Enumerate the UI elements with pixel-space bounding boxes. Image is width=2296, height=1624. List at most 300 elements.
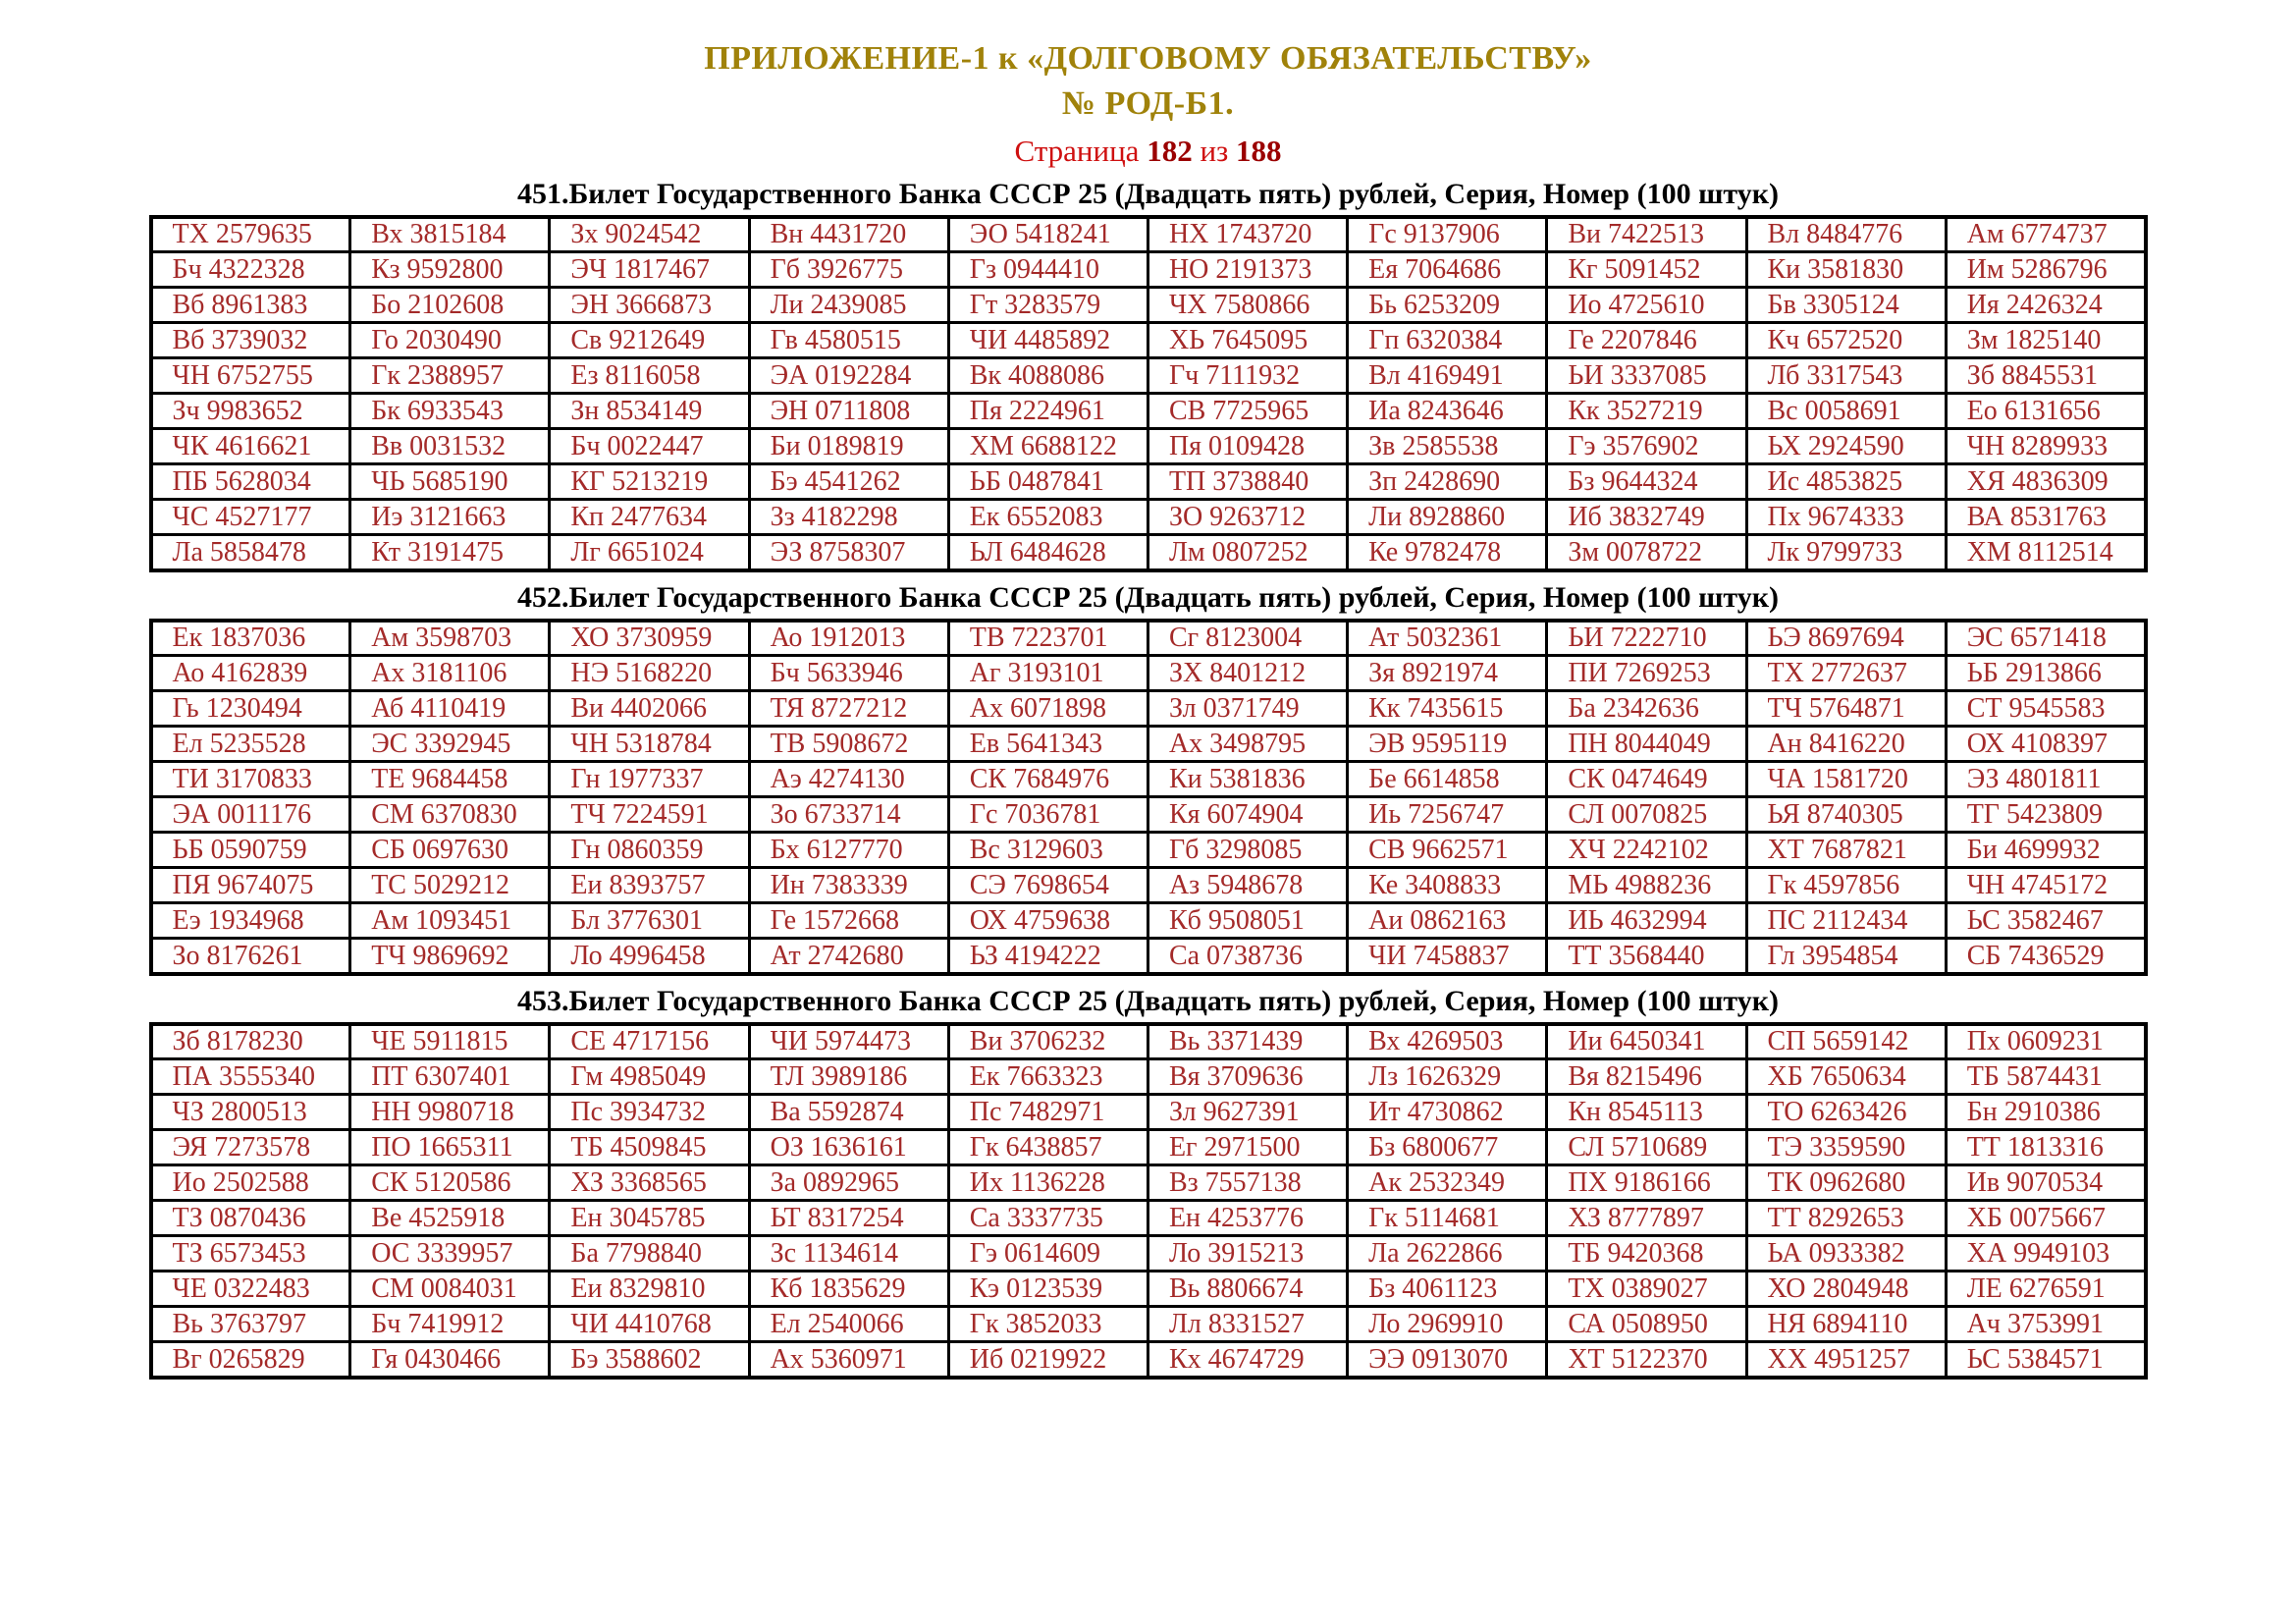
serial-cell: Вь 3763797	[151, 1307, 350, 1342]
section-heading-452: 452.Билет Государственного Банка СССР 25 (Двадцать пять) рублей, Серия, Номер (100 штук)	[516, 580, 1780, 614]
serial-cell: ХБ 7650634	[1746, 1059, 1946, 1095]
serial-cell: ЬБ 0590759	[151, 833, 350, 868]
serial-cell: СЕ 4717156	[550, 1024, 749, 1059]
serial-cell: Пя 0109428	[1148, 429, 1347, 464]
serial-cell: ТЯ 8727212	[749, 691, 948, 727]
serial-cell: Кч 6572520	[1746, 323, 1946, 358]
serial-cell: Ба 7798840	[550, 1236, 749, 1272]
serial-cell: ЬС 3582467	[1946, 903, 2145, 939]
serial-cell: Вх 4269503	[1348, 1024, 1547, 1059]
serial-cell: ЧХ 7580866	[1148, 288, 1347, 323]
serial-cell: Еи 8329810	[550, 1272, 749, 1307]
serial-cell: Ев 5641343	[948, 727, 1148, 762]
serial-cell: Вб 8961383	[151, 288, 350, 323]
serial-cell: Гм 4985049	[550, 1059, 749, 1095]
serial-cell: Ве 4525918	[350, 1201, 550, 1236]
serial-cell: Гч 7111932	[1148, 358, 1347, 394]
serial-cell: СК 0474649	[1547, 762, 1746, 797]
serial-cell: Ег 2971500	[1148, 1130, 1347, 1165]
serial-cell: ТХ 0389027	[1547, 1272, 1746, 1307]
serial-cell: Ва 5592874	[749, 1095, 948, 1130]
serial-cell: Са 0738736	[1148, 939, 1347, 974]
serial-cell: ЬХ 2924590	[1746, 429, 1946, 464]
serial-cell: Ео 6131656	[1946, 394, 2145, 429]
serial-cell: Ит 4730862	[1348, 1095, 1547, 1130]
serial-cell: Бэ 3588602	[550, 1342, 749, 1378]
serial-cell: СБ 7436529	[1946, 939, 2145, 974]
serial-cell: Ио 2502588	[151, 1165, 350, 1201]
serial-cell: НО 2191373	[1148, 252, 1347, 288]
serial-cell: Вя 8215496	[1547, 1059, 1746, 1095]
serial-cell: СВ 9662571	[1348, 833, 1547, 868]
serial-cell: Ин 7383339	[749, 868, 948, 903]
serial-cell: ЬС 5384571	[1946, 1342, 2145, 1378]
serial-cell: Ке 9782478	[1348, 535, 1547, 570]
serial-cell: ЭЧ 1817467	[550, 252, 749, 288]
serial-cell: Зп 2428690	[1348, 464, 1547, 500]
serial-cell: ЧЕ 5911815	[350, 1024, 550, 1059]
serial-cell: Аг 3193101	[948, 656, 1148, 691]
serial-cell: Бз 6800677	[1348, 1130, 1547, 1165]
serial-cell: ЛЕ 6276591	[1946, 1272, 2145, 1307]
serial-cell: ПХ 9186166	[1547, 1165, 1746, 1201]
serial-cell: ЧК 4616621	[151, 429, 350, 464]
serial-cell: Ан 8416220	[1746, 727, 1946, 762]
serial-cell: Пс 3934732	[550, 1095, 749, 1130]
serial-cell: ЧИ 7458837	[1348, 939, 1547, 974]
serial-cell: Ек 6552083	[948, 500, 1148, 535]
serial-cell: Вх 3815184	[350, 217, 550, 252]
serial-cell: ПА 3555340	[151, 1059, 350, 1095]
serial-cell: НН 9980718	[350, 1095, 550, 1130]
serial-cell: Кг 5091452	[1547, 252, 1746, 288]
serial-cell: ЭН 3666873	[550, 288, 749, 323]
serial-cell: Зо 8176261	[151, 939, 350, 974]
serial-cell: Пс 7482971	[948, 1095, 1148, 1130]
serial-cell: Кх 4674729	[1148, 1342, 1347, 1378]
serial-cell: ПЯ 9674075	[151, 868, 350, 903]
serial-cell: Ам 1093451	[350, 903, 550, 939]
serial-cell: Лз 1626329	[1348, 1059, 1547, 1095]
serial-cell: СА 0508950	[1547, 1307, 1746, 1342]
serial-cell: ЗХ 8401212	[1148, 656, 1347, 691]
serial-cell: Вв 0031532	[350, 429, 550, 464]
serial-cell: ЧН 8289933	[1946, 429, 2145, 464]
serial-cell: Аэ 4274130	[749, 762, 948, 797]
serial-cell: ОХ 4108397	[1946, 727, 2145, 762]
serial-cell: Бч 4322328	[151, 252, 350, 288]
serial-cell: ЧН 4745172	[1946, 868, 2145, 903]
serial-cell: ТК 0962680	[1746, 1165, 1946, 1201]
serial-cell: Вк 4088086	[948, 358, 1148, 394]
serial-cell: Св 9212649	[550, 323, 749, 358]
table-row	[151, 903, 2146, 939]
serial-cell: Вь 8806674	[1148, 1272, 1347, 1307]
serial-cell: Ки 3581830	[1746, 252, 1946, 288]
serial-cell: Ия 2426324	[1946, 288, 2145, 323]
serial-cell: Гс 9137906	[1348, 217, 1547, 252]
serial-cell: КГ 5213219	[550, 464, 749, 500]
table-row	[151, 394, 2146, 429]
serial-cell: ЬА 0933382	[1746, 1236, 1946, 1272]
section-451	[0, 178, 2296, 572]
serial-cell: Аи 0862163	[1348, 903, 1547, 939]
table-row	[151, 833, 2146, 868]
serial-cell: СП 5659142	[1746, 1024, 1946, 1059]
serial-cell: НЯ 6894110	[1746, 1307, 1946, 1342]
serial-cell: ПС 2112434	[1746, 903, 1946, 939]
serial-cell: ТП 3738840	[1148, 464, 1347, 500]
serial-cell: Бь 6253209	[1348, 288, 1547, 323]
serial-cell: Аб 4110419	[350, 691, 550, 727]
serial-cell: Ен 3045785	[550, 1201, 749, 1236]
serial-cell: Ио 4725610	[1547, 288, 1746, 323]
serial-cell: ЭЯ 7273578	[151, 1130, 350, 1165]
table-row	[151, 1201, 2146, 1236]
serial-cell: Зч 9983652	[151, 394, 350, 429]
serial-cell: Бн 2910386	[1946, 1095, 2145, 1130]
serial-cell: ЭЗ 8758307	[749, 535, 948, 570]
serial-cell: Гк 5114681	[1348, 1201, 1547, 1236]
serial-cell: Зб 8845531	[1946, 358, 2145, 394]
serial-cell: Кп 2477634	[550, 500, 749, 535]
serial-cell: Кк 7435615	[1348, 691, 1547, 727]
table-row	[151, 762, 2146, 797]
serial-cell: ТТ 8292653	[1746, 1201, 1946, 1236]
serial-cell: Ли 2439085	[749, 288, 948, 323]
serial-cell: Ек 1837036	[151, 621, 350, 656]
serial-cell: Ел 5235528	[151, 727, 350, 762]
serial-cell: Ис 4853825	[1746, 464, 1946, 500]
serial-cell: Кя 6074904	[1148, 797, 1347, 833]
page-indicator	[0, 134, 2296, 169]
table-row	[151, 1130, 2146, 1165]
table-row	[151, 1095, 2146, 1130]
serial-cell: Иб 3832749	[1547, 500, 1746, 535]
serial-cell: Бв 3305124	[1746, 288, 1946, 323]
serial-cell: Вс 0058691	[1746, 394, 1946, 429]
serial-cell: Бл 3776301	[550, 903, 749, 939]
table-row	[151, 1236, 2146, 1272]
serial-cell: Лг 6651024	[550, 535, 749, 570]
serial-cell: ПН 8044049	[1547, 727, 1746, 762]
serial-cell: ТЛ 3989186	[749, 1059, 948, 1095]
serial-cell: Го 2030490	[350, 323, 550, 358]
serial-cell: ЗО 9263712	[1148, 500, 1347, 535]
serial-cell: Иэ 3121663	[350, 500, 550, 535]
serial-cell: Гл 3954854	[1746, 939, 1946, 974]
table-row	[151, 1059, 2146, 1095]
serial-cell: ЧЕ 0322483	[151, 1272, 350, 1307]
table-row	[151, 868, 2146, 903]
serial-cell: ХМ 8112514	[1946, 535, 2145, 570]
serial-cell: Им 5286796	[1946, 252, 2145, 288]
serial-cell: ХО 2804948	[1746, 1272, 1946, 1307]
serial-cell: Вз 7557138	[1148, 1165, 1347, 1201]
serial-cell: Бо 2102608	[350, 288, 550, 323]
serial-cell: Зв 2585538	[1348, 429, 1547, 464]
serial-cell: ЬИ 3337085	[1547, 358, 1746, 394]
serial-cell: Вь 3371439	[1148, 1024, 1347, 1059]
serial-cell: СМ 0084031	[350, 1272, 550, 1307]
page-indicator-of: из	[1200, 134, 1229, 169]
serial-cell: ХЗ 8777897	[1547, 1201, 1746, 1236]
serial-cell: СК 5120586	[350, 1165, 550, 1201]
serial-cell: ТБ 5874431	[1946, 1059, 2145, 1095]
serial-cell: ПО 1665311	[350, 1130, 550, 1165]
serial-cell: ЬЗ 4194222	[948, 939, 1148, 974]
serial-cell: Ии 6450341	[1547, 1024, 1746, 1059]
serial-cell: ХА 9949103	[1946, 1236, 2145, 1272]
table-row	[151, 939, 2146, 974]
serial-cell: Ея 7064686	[1348, 252, 1547, 288]
serial-cell: ТХ 2579635	[151, 217, 350, 252]
serial-cell: ХТ 5122370	[1547, 1342, 1746, 1378]
serial-cell: Ен 4253776	[1148, 1201, 1347, 1236]
serial-cell: Ба 2342636	[1547, 691, 1746, 727]
serial-cell: ЧЬ 5685190	[350, 464, 550, 500]
serial-cell: Ви 4402066	[550, 691, 749, 727]
serial-cell: ЧИ 5974473	[749, 1024, 948, 1059]
serial-cell: НХ 1743720	[1148, 217, 1347, 252]
serial-cell: Ах 6071898	[948, 691, 1148, 727]
serial-cell: Кб 1835629	[749, 1272, 948, 1307]
serial-cell: Бч 7419912	[350, 1307, 550, 1342]
doc-title-line2: № РОД-Б1.	[1061, 85, 1235, 123]
serial-cell: ЭА 0011176	[151, 797, 350, 833]
serial-cell: Зн 8534149	[550, 394, 749, 429]
serial-cell: Гп 6320384	[1348, 323, 1547, 358]
serial-cell: Ах 3498795	[1148, 727, 1347, 762]
serial-cell: ЬИ 7222710	[1547, 621, 1746, 656]
serial-cell: ЬТ 8317254	[749, 1201, 948, 1236]
serial-cell: ЧА 1581720	[1746, 762, 1946, 797]
serial-cell: Кэ 0123539	[948, 1272, 1148, 1307]
serial-cell: ТЗ 6573453	[151, 1236, 350, 1272]
serial-cell: Ви 7422513	[1547, 217, 1746, 252]
table-row	[151, 656, 2146, 691]
serial-cell: Зм 0078722	[1547, 535, 1746, 570]
serial-table-452	[149, 619, 2148, 976]
serial-cell: Еэ 1934968	[151, 903, 350, 939]
serial-cell: Ач 3753991	[1946, 1307, 2145, 1342]
serial-cell: Са 3337735	[948, 1201, 1148, 1236]
serial-cell: ТС 5029212	[350, 868, 550, 903]
serial-cell: ОХ 4759638	[948, 903, 1148, 939]
serial-cell: ХО 3730959	[550, 621, 749, 656]
serial-cell: Ам 3598703	[350, 621, 550, 656]
serial-cell: Би 0189819	[749, 429, 948, 464]
serial-cell: СЭ 7698654	[948, 868, 1148, 903]
serial-cell: Сг 8123004	[1148, 621, 1347, 656]
serial-cell: ЭС 6571418	[1946, 621, 2145, 656]
section-heading-451: 451.Билет Государственного Банка СССР 25 (Двадцать пять) рублей, Серия, Номер (100 штук)	[516, 177, 1780, 210]
table-row	[151, 621, 2146, 656]
serial-cell: Лб 3317543	[1746, 358, 1946, 394]
serial-cell: ЬЯ 8740305	[1746, 797, 1946, 833]
serial-cell: Зя 8921974	[1348, 656, 1547, 691]
serial-cell: Бэ 4541262	[749, 464, 948, 500]
serial-cell: ТТ 3568440	[1547, 939, 1746, 974]
serial-cell: Гн 0860359	[550, 833, 749, 868]
serial-cell: Ез 8116058	[550, 358, 749, 394]
serial-cell: Аз 5948678	[1148, 868, 1347, 903]
serial-cell: Гэ 3576902	[1547, 429, 1746, 464]
serial-cell: Гк 4597856	[1746, 868, 1946, 903]
section-heading-453: 453.Билет Государственного Банка СССР 25 (Двадцать пять) рублей, Серия, Номер (100 штук)	[516, 984, 1780, 1017]
page-indicator-prefix: Страница	[1014, 134, 1140, 169]
serial-cell: ХМ 6688122	[948, 429, 1148, 464]
serial-cell: ХЗ 3368565	[550, 1165, 749, 1201]
serial-cell: ЭН 0711808	[749, 394, 948, 429]
serial-cell: ТИ 3170833	[151, 762, 350, 797]
serial-cell: ТБ 4509845	[550, 1130, 749, 1165]
serial-cell: Гт 3283579	[948, 288, 1148, 323]
serial-cell: ТО 6263426	[1746, 1095, 1946, 1130]
serial-cell: Вс 3129603	[948, 833, 1148, 868]
serial-cell: Иб 0219922	[948, 1342, 1148, 1378]
serial-cell: ТВ 5908672	[749, 727, 948, 762]
serial-cell: ТЗ 0870436	[151, 1201, 350, 1236]
serial-cell: Ки 5381836	[1148, 762, 1347, 797]
serial-cell: ЭО 5418241	[948, 217, 1148, 252]
page-current-number: 182	[1147, 134, 1193, 169]
serial-cell: Ек 7663323	[948, 1059, 1148, 1095]
serial-cell: Зо 6733714	[749, 797, 948, 833]
serial-cell: Зл 0371749	[1148, 691, 1347, 727]
serial-cell: СЛ 5710689	[1547, 1130, 1746, 1165]
serial-cell: СТ 9545583	[1946, 691, 2145, 727]
serial-cell: ХХ 4951257	[1746, 1342, 1946, 1378]
serial-cell: Гн 1977337	[550, 762, 749, 797]
serial-cell: Лм 0807252	[1148, 535, 1347, 570]
serial-cell: Ао 4162839	[151, 656, 350, 691]
serial-table-453	[149, 1022, 2148, 1380]
serial-cell: Бк 6933543	[350, 394, 550, 429]
serial-cell: ТХ 2772637	[1746, 656, 1946, 691]
serial-cell: СЛ 0070825	[1547, 797, 1746, 833]
serial-cell: Кн 8545113	[1547, 1095, 1746, 1130]
serial-cell: Гя 0430466	[350, 1342, 550, 1378]
table-row	[151, 464, 2146, 500]
serial-cell: ТЭ 3359590	[1746, 1130, 1946, 1165]
serial-cell: ТВ 7223701	[948, 621, 1148, 656]
serial-cell: ЧЗ 2800513	[151, 1095, 350, 1130]
serial-cell: Лк 9799733	[1746, 535, 1946, 570]
serial-cell: Иа 8243646	[1348, 394, 1547, 429]
serial-cell: Ао 1912013	[749, 621, 948, 656]
serial-cell: Вб 3739032	[151, 323, 350, 358]
serial-cell: Зб 8178230	[151, 1024, 350, 1059]
serial-cell: Бч 5633946	[749, 656, 948, 691]
serial-cell: Кз 9592800	[350, 252, 550, 288]
serial-cell: Гб 3298085	[1148, 833, 1347, 868]
serial-cell: Ло 4996458	[550, 939, 749, 974]
table-row	[151, 358, 2146, 394]
serial-cell: Бз 9644324	[1547, 464, 1746, 500]
serial-cell: ЭВ 9595119	[1348, 727, 1547, 762]
serial-cell: ХБ 0075667	[1946, 1201, 2145, 1236]
serial-cell: Бх 6127770	[749, 833, 948, 868]
serial-cell: Ге 2207846	[1547, 323, 1746, 358]
serial-cell: Вя 3709636	[1148, 1059, 1347, 1095]
serial-cell: ИЬ 4632994	[1547, 903, 1746, 939]
serial-cell: Кб 9508051	[1148, 903, 1347, 939]
section-452	[0, 581, 2296, 976]
serial-cell: ХЬ 7645095	[1148, 323, 1347, 358]
serial-cell: Вл 4169491	[1348, 358, 1547, 394]
serial-cell: ПТ 6307401	[350, 1059, 550, 1095]
serial-cell: Кт 3191475	[350, 535, 550, 570]
serial-cell: СМ 6370830	[350, 797, 550, 833]
serial-cell: Гб 3926775	[749, 252, 948, 288]
serial-cell: ЬЛ 6484628	[948, 535, 1148, 570]
serial-cell: ЬБ 0487841	[948, 464, 1148, 500]
serial-cell: ТЕ 9684458	[350, 762, 550, 797]
serial-cell: ЭЗ 4801811	[1946, 762, 2145, 797]
serial-cell: Гь 1230494	[151, 691, 350, 727]
serial-cell: Ат 2742680	[749, 939, 948, 974]
table-row	[151, 797, 2146, 833]
table-row	[151, 217, 2146, 252]
serial-cell: ОЗ 1636161	[749, 1130, 948, 1165]
serial-cell: Ах 3181106	[350, 656, 550, 691]
table-row	[151, 323, 2146, 358]
serial-cell: Ге 1572668	[749, 903, 948, 939]
table-row	[151, 429, 2146, 464]
serial-cell: Би 4699932	[1946, 833, 2145, 868]
doc-title-line1: ПРИЛОЖЕНИЕ-1 к «ДОЛГОВОМУ ОБЯЗАТЕЛЬСТВУ»	[704, 40, 1592, 77]
table-row	[151, 727, 2146, 762]
serial-cell: Пх 0609231	[1946, 1024, 2145, 1059]
serial-cell: СБ 0697630	[350, 833, 550, 868]
table-row	[151, 252, 2146, 288]
serial-cell: ТЧ 9869692	[350, 939, 550, 974]
serial-cell: Ло 3915213	[1148, 1236, 1347, 1272]
serial-cell: Гс 7036781	[948, 797, 1148, 833]
serial-cell: Ли 8928860	[1348, 500, 1547, 535]
serial-cell: Ло 2969910	[1348, 1307, 1547, 1342]
serial-cell: ЭС 3392945	[350, 727, 550, 762]
serial-cell: ЧС 4527177	[151, 500, 350, 535]
serial-cell: Гэ 0614609	[948, 1236, 1148, 1272]
serial-cell: СК 7684976	[948, 762, 1148, 797]
serial-cell: СВ 7725965	[1148, 394, 1347, 429]
serial-cell: Ла 5858478	[151, 535, 350, 570]
serial-cell: ТГ 5423809	[1946, 797, 2145, 833]
table-row	[151, 691, 2146, 727]
serial-cell: ЭА 0192284	[749, 358, 948, 394]
serial-cell: Бз 4061123	[1348, 1272, 1547, 1307]
table-row	[151, 1165, 2146, 1201]
serial-cell: Зс 1134614	[749, 1236, 948, 1272]
table-row	[151, 535, 2146, 570]
table-row	[151, 1272, 2146, 1307]
serial-cell: Пх 9674333	[1746, 500, 1946, 535]
serial-cell: Бч 0022447	[550, 429, 749, 464]
serial-cell: ЧН 6752755	[151, 358, 350, 394]
serial-cell: ПБ 5628034	[151, 464, 350, 500]
serial-cell: Ив 9070534	[1946, 1165, 2145, 1201]
serial-cell: ВА 8531763	[1946, 500, 2145, 535]
serial-cell: Ах 5360971	[749, 1342, 948, 1378]
serial-cell: Лл 8331527	[1148, 1307, 1347, 1342]
section-453	[0, 985, 2296, 1380]
serial-cell: ЬБ 2913866	[1946, 656, 2145, 691]
serial-cell: Вг 0265829	[151, 1342, 350, 1378]
serial-cell: ПИ 7269253	[1547, 656, 1746, 691]
table-row	[151, 1342, 2146, 1378]
